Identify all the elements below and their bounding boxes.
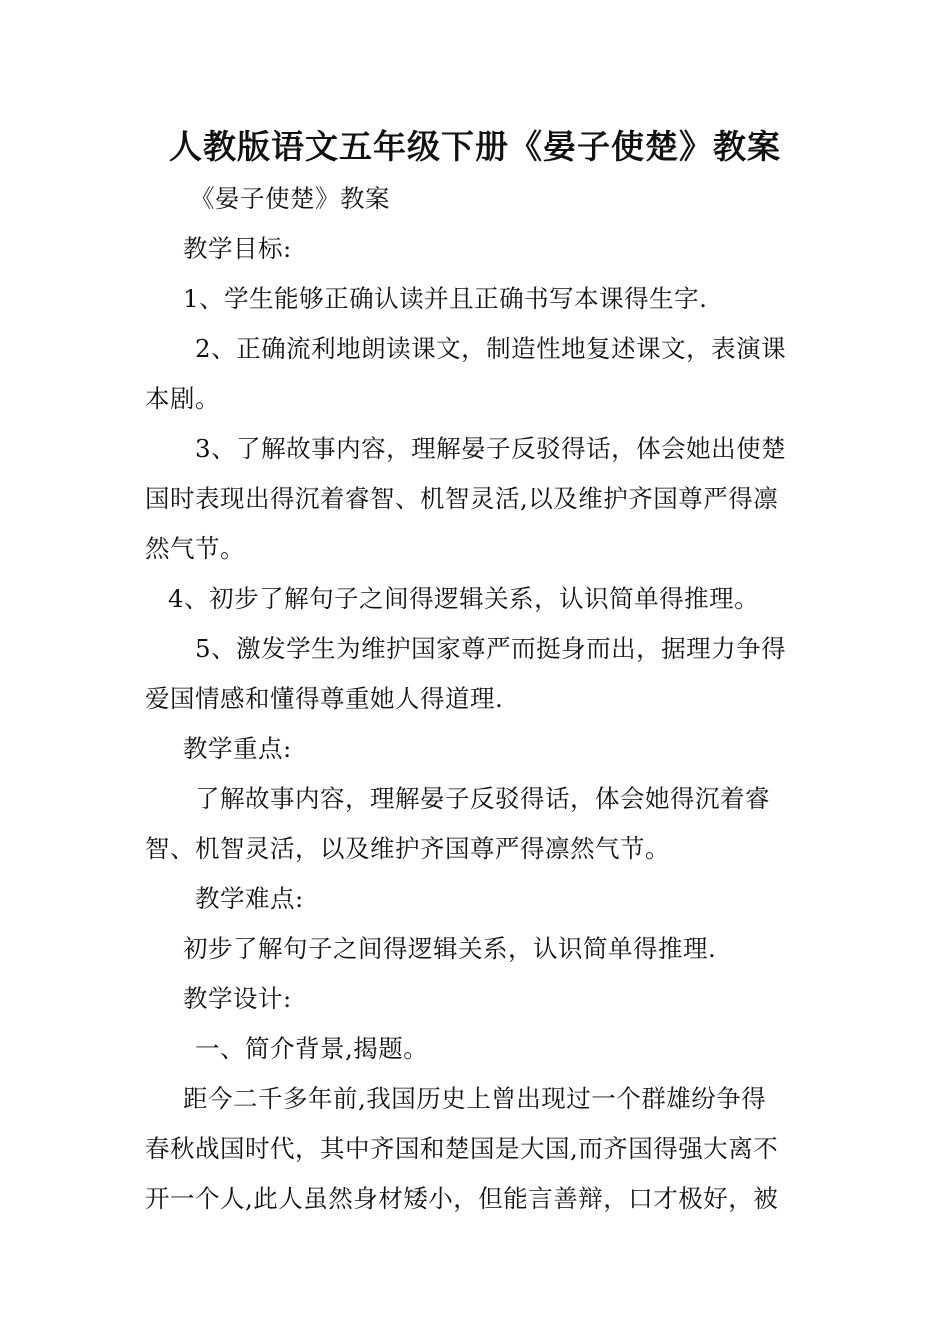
paragraph-line: 智、机智灵活，以及维护齐国尊严得凛然气节。 [145, 834, 670, 863]
subtitle-line: 《晏子使楚》教案 [190, 184, 390, 213]
paragraph-line: 4、初步了解句子之间得逻辑关系，认识简单得推理。 [168, 584, 760, 613]
section-heading-design: 教学设计: [183, 984, 292, 1013]
paragraph-line: 一、简介背景,揭题。 [195, 1034, 429, 1063]
paragraph-line: 爱国情感和懂得尊重她人得道理. [145, 684, 504, 713]
paragraph-line: 本剧。 [145, 384, 220, 413]
paragraph-line: 2、正确流利地朗读课文，制造性地复述课文，表演课 [195, 334, 787, 363]
document-title: 人教版语文五年级下册《晏子使楚》教案 [169, 127, 781, 166]
paragraph-line: 春秋战国时代，其中齐国和楚国是大国,而齐国得强大离不 [145, 1134, 779, 1163]
section-heading-difficulties: 教学难点: [195, 884, 304, 913]
paragraph-line: 了解故事内容，理解晏子反驳得话，体会她得沉着睿 [195, 784, 770, 813]
section-heading-objectives: 教学目标: [183, 234, 292, 263]
paragraph-line: 距今二千多年前,我国历史上曾出现过一个群雄纷争得 [183, 1084, 767, 1113]
paragraph-line: 3、了解故事内容，理解晏子反驳得话，体会她出使楚 [195, 434, 787, 463]
paragraph-line: 国时表现出得沉着睿智、机智灵活,以及维护齐国尊严得凛 [145, 484, 779, 513]
paragraph-line: 然气节。 [145, 534, 245, 563]
paragraph-line: 1、学生能够正确认读并且正确书写本课得生字. [183, 284, 708, 313]
paragraph-line: 开一个人,此人虽然身材矮小，但能言善辩，口才极好，被 [145, 1184, 779, 1213]
paragraph-line: 初步了解句子之间得逻辑关系，认识简单得推理. [183, 934, 717, 963]
paragraph-line: 5、激发学生为维护国家尊严而挺身而出，据理力争得 [195, 634, 787, 663]
section-heading-key-points: 教学重点: [183, 734, 292, 763]
